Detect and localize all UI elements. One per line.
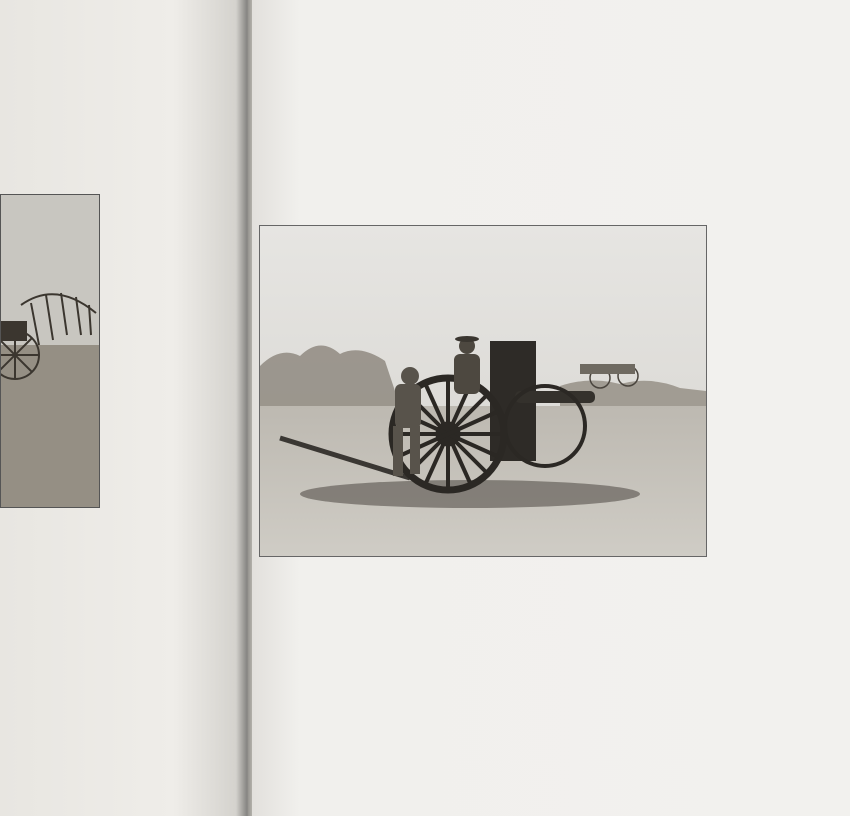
right-page — [252, 0, 850, 816]
left-page — [0, 0, 248, 816]
artillery-gun-photo-illustration — [260, 226, 706, 556]
pom-pom-gun-photo — [259, 225, 707, 557]
left-page-photo — [0, 194, 100, 508]
left-photo-wagon-icon — [1, 195, 99, 507]
